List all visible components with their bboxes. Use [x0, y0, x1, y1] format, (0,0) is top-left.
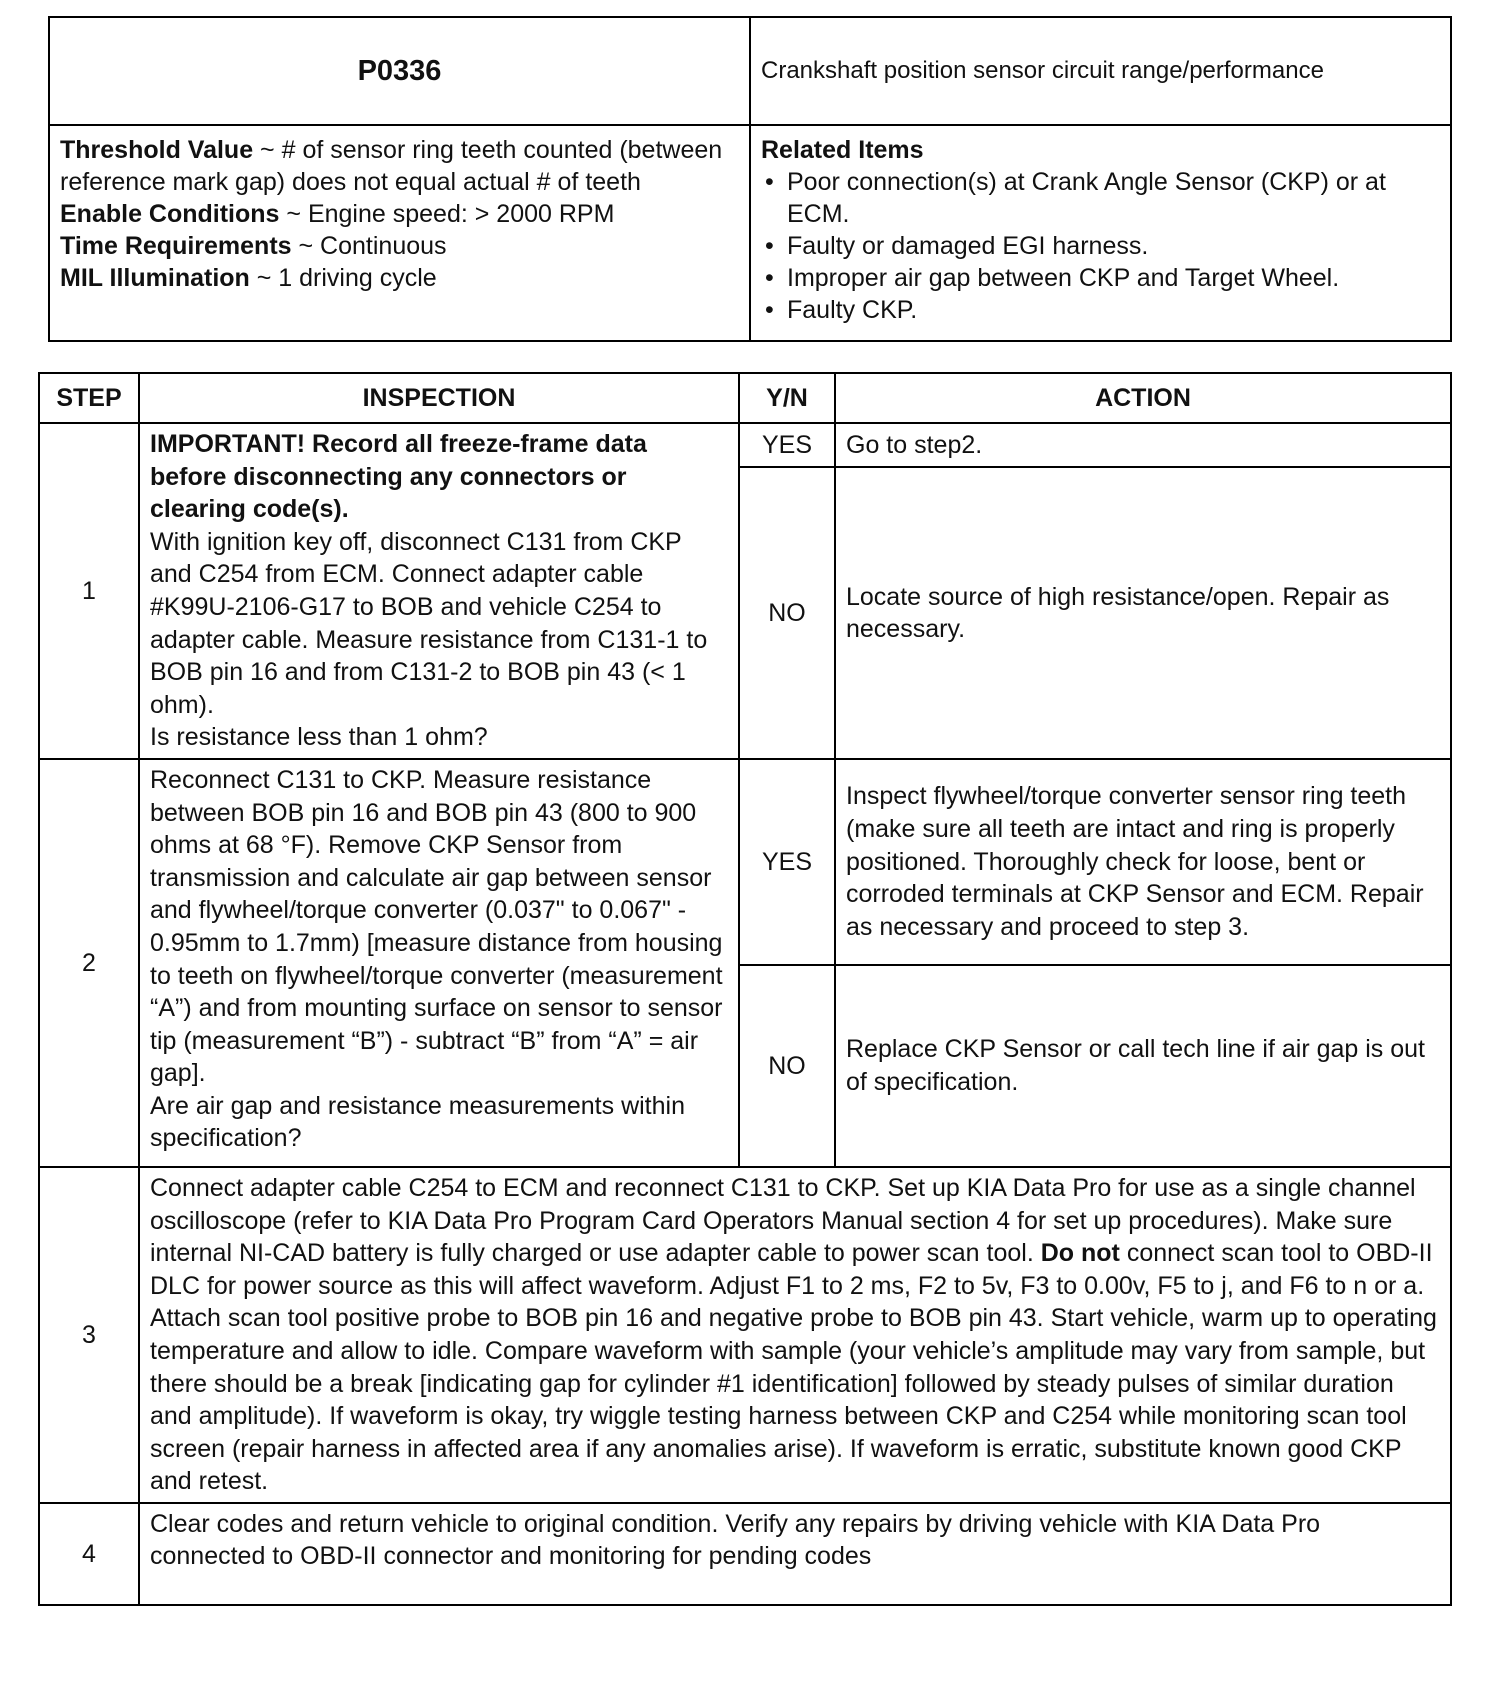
yes-label: YES: [739, 423, 835, 467]
inspection-text: Reconnect C131 to CKP. Measure resistance between BOB pin 16 and BOB pin 43 (800 to 900 ohms at 68 °F). Remove CKP Sensor from transmission and calculate air gap between sensor and flywheel/torque converter (0.037" to 0.067" - 0.95mm to 1.7mm) [measure distance from housing to teeth on flywheel/torque converter (measurement “A”) and from mounting surface on sensor to sensor tip (measurement “B”) - subtract “B” from “A” = air gap].: [150, 765, 723, 1088]
threshold-label: Threshold Value: [60, 136, 254, 164]
inspection-text: With ignition key off, disconnect C131 from CKP and C254 from ECM. Connect adapter cable #K99U-2106-G17 to BOB and vehicle C254 to adapter cable. Measure resistance from C131-1 to BOB pin 16 and from C131-2 to BOB pin 43 (< 1 ohm).: [150, 527, 708, 719]
table-row: [39, 1167, 1451, 1503]
threshold-text: ~ # of sensor ring teeth counted (between reference mark gap) does not equal actual # of teeth: [60, 136, 723, 196]
no-label: NO: [739, 467, 835, 759]
step-inspection: Clear codes and return vehicle to original condition. Verify any repairs by driving vehicle with KIA Data Pro connected to OBD-II connector and monitoring for pending codes: [139, 1503, 1451, 1605]
related-items: [750, 125, 1451, 341]
step-number: 2: [39, 759, 139, 1167]
table-header-row: [39, 373, 1451, 423]
mil-label: MIL Illumination: [60, 264, 250, 292]
step-inspection: [139, 1167, 1451, 1503]
step-number: 3: [39, 1167, 139, 1503]
enable-conditions: [60, 198, 739, 230]
step-number: 1: [39, 423, 139, 759]
related-label: Related Items: [761, 136, 924, 164]
dtc-code: P0336: [49, 17, 750, 125]
no-action: Locate source of high resistance/open. Repair as necessary.: [835, 467, 1451, 759]
related-item: • Improper air gap between CKP and Target Wheel.: [761, 262, 1440, 294]
col-yn: Y/N: [739, 373, 835, 423]
related-list: [761, 166, 1440, 326]
table-row: [39, 759, 1451, 965]
col-action: ACTION: [835, 373, 1451, 423]
yes-label: YES: [739, 759, 835, 965]
important-note: IMPORTANT! Record all freeze-frame data before disconnecting any connectors or clearing code(s).: [150, 430, 647, 524]
table-row: [39, 423, 1451, 467]
enable-label: Enable Conditions: [60, 200, 280, 228]
time-requirements: [60, 230, 739, 262]
related-item: • Faulty CKP.: [761, 294, 1440, 326]
col-step: STEP: [39, 373, 139, 423]
inspection-text: Connect adapter cable C254 to ECM and reconnect C131 to CKP. Set up KIA Data Pro for use as a single channel oscilloscope (refer to KIA Data Pro Program Card Operators Manual section 4 for set up procedures). Make sure internal NI-CAD battery is fully charged or use adapter cable to power scan tool.: [150, 1173, 1416, 1268]
dtc-title: Crankshaft position sensor circuit range/performance: [750, 17, 1451, 125]
time-label: Time Requirements: [60, 232, 292, 260]
do-not-warning: Do not: [1040, 1239, 1120, 1268]
step-inspection: [139, 423, 739, 759]
related-item: • Faulty or damaged EGI harness.: [761, 230, 1440, 262]
mil-illumination: [60, 262, 739, 294]
step-number: 4: [39, 1503, 139, 1605]
mil-text: ~ 1 driving cycle: [249, 264, 437, 292]
inspection-text: connect scan tool to OBD-II DLC for power source as this will affect waveform. Adjust F1 to 2 ms, F2 to 5v, F3 to 0.00v, F5 to j, and F6 to n or a. Attach scan tool positive probe to BOB pin 16 and negative probe to BOB pin 43. Start vehicle, warm up to operating temperature and allow to idle. Compare waveform with sample (your vehicle’s amplitude may vary from sample, but there should be a break [indicating gap for cylinder #1 identification] followed by steady pulses of similar duration and amplitude). If waveform is okay, try wiggle testing harness between CKP and C254 while monitoring scan tool screen (repair harness in affected area if any anomalies arise). If waveform is erratic, substitute known good CKP and retest.: [150, 1239, 1437, 1496]
yes-action: Inspect flywheel/torque converter sensor ring teeth (make sure all teeth are intact and ring is properly positioned. Thoroughly check for loose, bent or corroded terminals at CKP Sensor and ECM. Repair as necessary and proceed to step 3.: [835, 759, 1451, 965]
enable-text: ~ Engine speed: > 2000 RPM: [279, 200, 615, 228]
threshold-value: [60, 134, 739, 198]
inspection-question: Are air gap and resistance measurements within specification?: [150, 1091, 685, 1153]
inspection-question: Is resistance less than 1 ohm?: [150, 723, 488, 752]
diagnostic-steps-table: [38, 372, 1452, 1606]
dtc-header-table: [48, 16, 1452, 342]
no-action: Replace CKP Sensor or call tech line if air gap is out of specification.: [835, 965, 1451, 1167]
col-inspection: INSPECTION: [139, 373, 739, 423]
time-text: ~ Continuous: [291, 232, 447, 260]
table-row: [39, 1503, 1451, 1605]
no-label: NO: [739, 965, 835, 1167]
related-item: • Poor connection(s) at Crank Angle Sensor (CKP) or at ECM.: [761, 166, 1440, 230]
yes-action: Go to step2.: [835, 423, 1451, 467]
step-inspection: [139, 759, 739, 1167]
dtc-conditions: [49, 125, 750, 341]
